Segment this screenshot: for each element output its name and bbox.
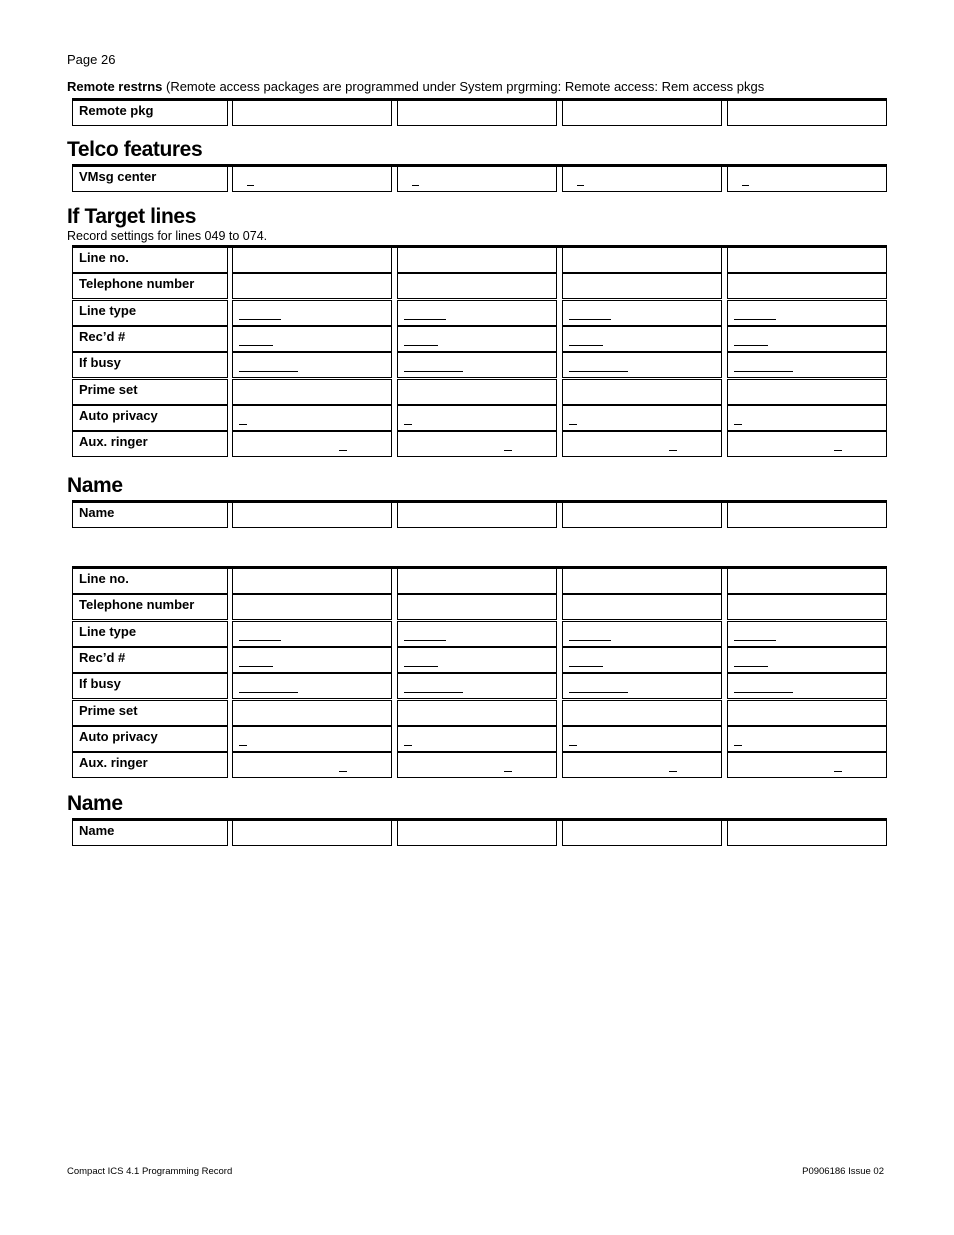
entry-cell[interactable]	[727, 647, 887, 673]
row-label: Prime set	[79, 702, 138, 718]
name-row-2	[72, 820, 887, 846]
row-label-cell	[72, 621, 228, 647]
entry-cell[interactable]	[397, 352, 557, 378]
remote-pkg-row	[72, 100, 887, 126]
entry-cell[interactable]	[232, 247, 392, 273]
check-blank	[247, 185, 254, 186]
row-label: Rec’d #	[79, 649, 126, 665]
entry-cell[interactable]	[727, 379, 887, 405]
row-label: Aux. ringer	[79, 755, 148, 771]
entry-cell[interactable]	[562, 352, 722, 378]
target-line-row	[72, 300, 887, 326]
entry-cell[interactable]	[232, 752, 392, 778]
row-label-cell	[72, 752, 228, 778]
entry-cell[interactable]	[397, 502, 557, 528]
entry-cell[interactable]	[232, 166, 392, 192]
row-label-cell	[72, 247, 228, 273]
entry-cell[interactable]	[562, 166, 722, 192]
entry-cell[interactable]	[397, 568, 557, 594]
entry-cell[interactable]	[562, 300, 722, 326]
entry-cell[interactable]	[397, 247, 557, 273]
row-label: Line no.	[79, 250, 129, 265]
row-label: VMsg center	[79, 169, 157, 184]
check-blank	[742, 185, 749, 186]
entry-cell[interactable]	[232, 300, 392, 326]
entry-cell[interactable]	[562, 247, 722, 273]
entry-cell[interactable]	[727, 431, 887, 457]
target-line-row	[72, 352, 887, 378]
target-line-row	[72, 752, 887, 778]
entry-cell[interactable]	[232, 352, 392, 378]
entry-cell[interactable]	[232, 726, 392, 752]
target-line-row	[72, 673, 887, 699]
entry-cell[interactable]	[727, 752, 887, 778]
entry-blank	[239, 692, 298, 693]
row-label: Telephone number	[79, 597, 195, 613]
check-blank	[577, 185, 584, 186]
entry-cell[interactable]	[727, 594, 887, 620]
entry-cell[interactable]	[397, 100, 557, 126]
row-label: Line type	[79, 302, 137, 318]
entry-blank	[504, 771, 512, 772]
entry-blank	[404, 319, 446, 320]
vmsg-center-row	[72, 166, 887, 192]
entry-cell[interactable]	[397, 752, 557, 778]
entry-cell[interactable]	[232, 405, 392, 431]
entry-cell[interactable]	[397, 673, 557, 699]
entry-blank	[734, 745, 742, 746]
entry-blank	[669, 450, 677, 451]
entry-blank	[339, 771, 347, 772]
target-line-row	[72, 594, 887, 620]
entry-cell[interactable]	[232, 820, 392, 846]
entry-cell[interactable]	[562, 100, 722, 126]
entry-cell[interactable]	[562, 726, 722, 752]
entry-cell[interactable]	[232, 100, 392, 126]
target-line-row	[72, 647, 887, 673]
row-label: Remote pkg	[79, 103, 154, 118]
row-label-cell	[72, 166, 228, 192]
entry-blank	[239, 319, 281, 320]
entry-blank	[569, 371, 628, 372]
row-label-cell	[72, 273, 228, 299]
target-line-row	[72, 379, 887, 405]
entry-blank	[734, 640, 776, 641]
entry-cell[interactable]	[232, 502, 392, 528]
entry-cell[interactable]	[727, 352, 887, 378]
entry-cell[interactable]	[562, 379, 722, 405]
row-label: Line no.	[79, 571, 129, 586]
row-label-cell	[72, 431, 228, 457]
row-label: Auto privacy	[79, 728, 158, 744]
target-line-row	[72, 247, 887, 273]
target-line-row	[72, 726, 887, 752]
target-lines-subtitle: Record settings for lines 049 to 074.	[67, 229, 268, 243]
entry-blank	[239, 371, 298, 372]
entry-cell[interactable]	[562, 405, 722, 431]
entry-cell[interactable]	[562, 700, 722, 726]
entry-cell[interactable]	[397, 700, 557, 726]
row-label: Aux. ringer	[79, 434, 148, 450]
entry-cell[interactable]	[562, 502, 722, 528]
row-label-cell	[72, 568, 228, 594]
entry-cell[interactable]	[727, 100, 887, 126]
entry-cell[interactable]	[562, 326, 722, 352]
entry-blank	[569, 319, 611, 320]
entry-blank	[239, 424, 247, 425]
target-line-row	[72, 568, 887, 594]
row-label-cell	[72, 100, 228, 126]
entry-cell[interactable]	[232, 700, 392, 726]
row-label: Rec’d #	[79, 328, 126, 344]
row-label-cell	[72, 379, 228, 405]
entry-cell[interactable]	[232, 379, 392, 405]
entry-cell[interactable]	[562, 820, 722, 846]
footer-doc-number: P0906186 Issue 02	[802, 1166, 884, 1177]
entry-blank	[834, 450, 842, 451]
entry-blank	[569, 640, 611, 641]
entry-blank	[569, 345, 603, 346]
entry-cell[interactable]	[232, 568, 392, 594]
entry-cell[interactable]	[562, 621, 722, 647]
entry-blank	[734, 345, 768, 346]
entry-cell[interactable]	[397, 621, 557, 647]
entry-blank	[669, 771, 677, 772]
row-label: Name	[79, 505, 115, 520]
remote-restrictions-label: Remote restrns	[67, 79, 163, 94]
entry-cell[interactable]	[727, 621, 887, 647]
name-heading-1: Name	[67, 474, 123, 497]
row-label-cell	[72, 502, 228, 528]
entry-cell[interactable]	[727, 273, 887, 299]
name-row-1	[72, 502, 887, 528]
row-label-cell	[72, 726, 228, 752]
entry-cell[interactable]	[727, 247, 887, 273]
row-label-cell	[72, 700, 228, 726]
entry-blank	[569, 692, 628, 693]
entry-cell[interactable]	[397, 379, 557, 405]
entry-cell[interactable]	[727, 820, 887, 846]
entry-blank	[404, 424, 412, 425]
row-label: Auto privacy	[79, 407, 158, 423]
entry-blank	[239, 745, 247, 746]
entry-blank	[404, 745, 412, 746]
entry-cell[interactable]	[397, 594, 557, 620]
row-label-cell	[72, 352, 228, 378]
footer-title: Compact ICS 4.1 Programming Record	[67, 1166, 233, 1177]
entry-cell[interactable]	[562, 673, 722, 699]
entry-blank	[734, 319, 776, 320]
row-label-cell	[72, 300, 228, 326]
entry-cell[interactable]	[562, 594, 722, 620]
entry-blank	[569, 424, 577, 425]
row-label: Name	[79, 823, 115, 838]
entry-blank	[404, 640, 446, 641]
entry-cell[interactable]	[562, 431, 722, 457]
row-label: If busy	[79, 355, 121, 371]
target-line-row	[72, 405, 887, 431]
entry-cell[interactable]	[397, 326, 557, 352]
entry-cell[interactable]	[562, 273, 722, 299]
entry-cell[interactable]	[232, 273, 392, 299]
entry-cell[interactable]	[727, 700, 887, 726]
entry-cell[interactable]	[232, 673, 392, 699]
target-line-row	[72, 621, 887, 647]
entry-blank	[734, 692, 793, 693]
entry-cell[interactable]	[562, 647, 722, 673]
row-label: Line type	[79, 623, 137, 639]
entry-cell[interactable]	[232, 594, 392, 620]
entry-blank	[734, 424, 742, 425]
telco-features-heading: Telco features	[67, 138, 203, 161]
entry-cell[interactable]	[727, 673, 887, 699]
entry-cell[interactable]	[397, 647, 557, 673]
entry-cell[interactable]	[727, 326, 887, 352]
entry-cell[interactable]	[727, 405, 887, 431]
row-label-cell	[72, 647, 228, 673]
entry-cell[interactable]	[562, 568, 722, 594]
target-lines-heading: If Target lines	[67, 205, 196, 228]
entry-cell[interactable]	[397, 820, 557, 846]
entry-cell[interactable]	[727, 568, 887, 594]
row-label-cell	[72, 326, 228, 352]
target-line-row	[72, 700, 887, 726]
entry-blank	[339, 450, 347, 451]
page-number: Page 26	[67, 52, 116, 67]
entry-blank	[504, 450, 512, 451]
entry-blank	[734, 666, 768, 667]
row-label-cell	[72, 673, 228, 699]
target-line-row	[72, 273, 887, 299]
entry-cell[interactable]	[397, 405, 557, 431]
entry-cell[interactable]	[727, 300, 887, 326]
entry-blank	[569, 745, 577, 746]
entry-blank	[734, 371, 793, 372]
entry-blank	[404, 666, 438, 667]
row-label: If busy	[79, 676, 121, 692]
row-label-cell	[72, 820, 228, 846]
entry-cell[interactable]	[397, 431, 557, 457]
entry-cell[interactable]	[397, 166, 557, 192]
entry-cell[interactable]	[727, 166, 887, 192]
check-blank	[412, 185, 419, 186]
entry-blank	[834, 771, 842, 772]
entry-cell[interactable]	[232, 647, 392, 673]
row-label-cell	[72, 594, 228, 620]
entry-blank	[239, 640, 281, 641]
entry-cell[interactable]	[397, 273, 557, 299]
entry-cell[interactable]	[397, 726, 557, 752]
entry-blank	[404, 345, 438, 346]
entry-blank	[239, 666, 273, 667]
remote-restrictions-intro	[67, 79, 764, 94]
entry-cell[interactable]	[232, 621, 392, 647]
name-heading-2: Name	[67, 792, 123, 815]
entry-cell[interactable]	[562, 752, 722, 778]
entry-cell[interactable]	[232, 326, 392, 352]
row-label-cell	[72, 405, 228, 431]
entry-blank	[404, 371, 463, 372]
entry-blank	[239, 345, 273, 346]
remote-restrictions-note: (Remote access packages are programmed under System prgrming: Remote access: Rem access pkgs	[162, 79, 765, 94]
target-line-row	[72, 431, 887, 457]
entry-cell[interactable]	[232, 431, 392, 457]
entry-blank	[404, 692, 463, 693]
target-line-row	[72, 326, 887, 352]
row-label: Telephone number	[79, 276, 195, 292]
entry-cell[interactable]	[397, 300, 557, 326]
row-label: Prime set	[79, 381, 138, 397]
entry-cell[interactable]	[727, 502, 887, 528]
entry-blank	[569, 666, 603, 667]
entry-cell[interactable]	[727, 726, 887, 752]
